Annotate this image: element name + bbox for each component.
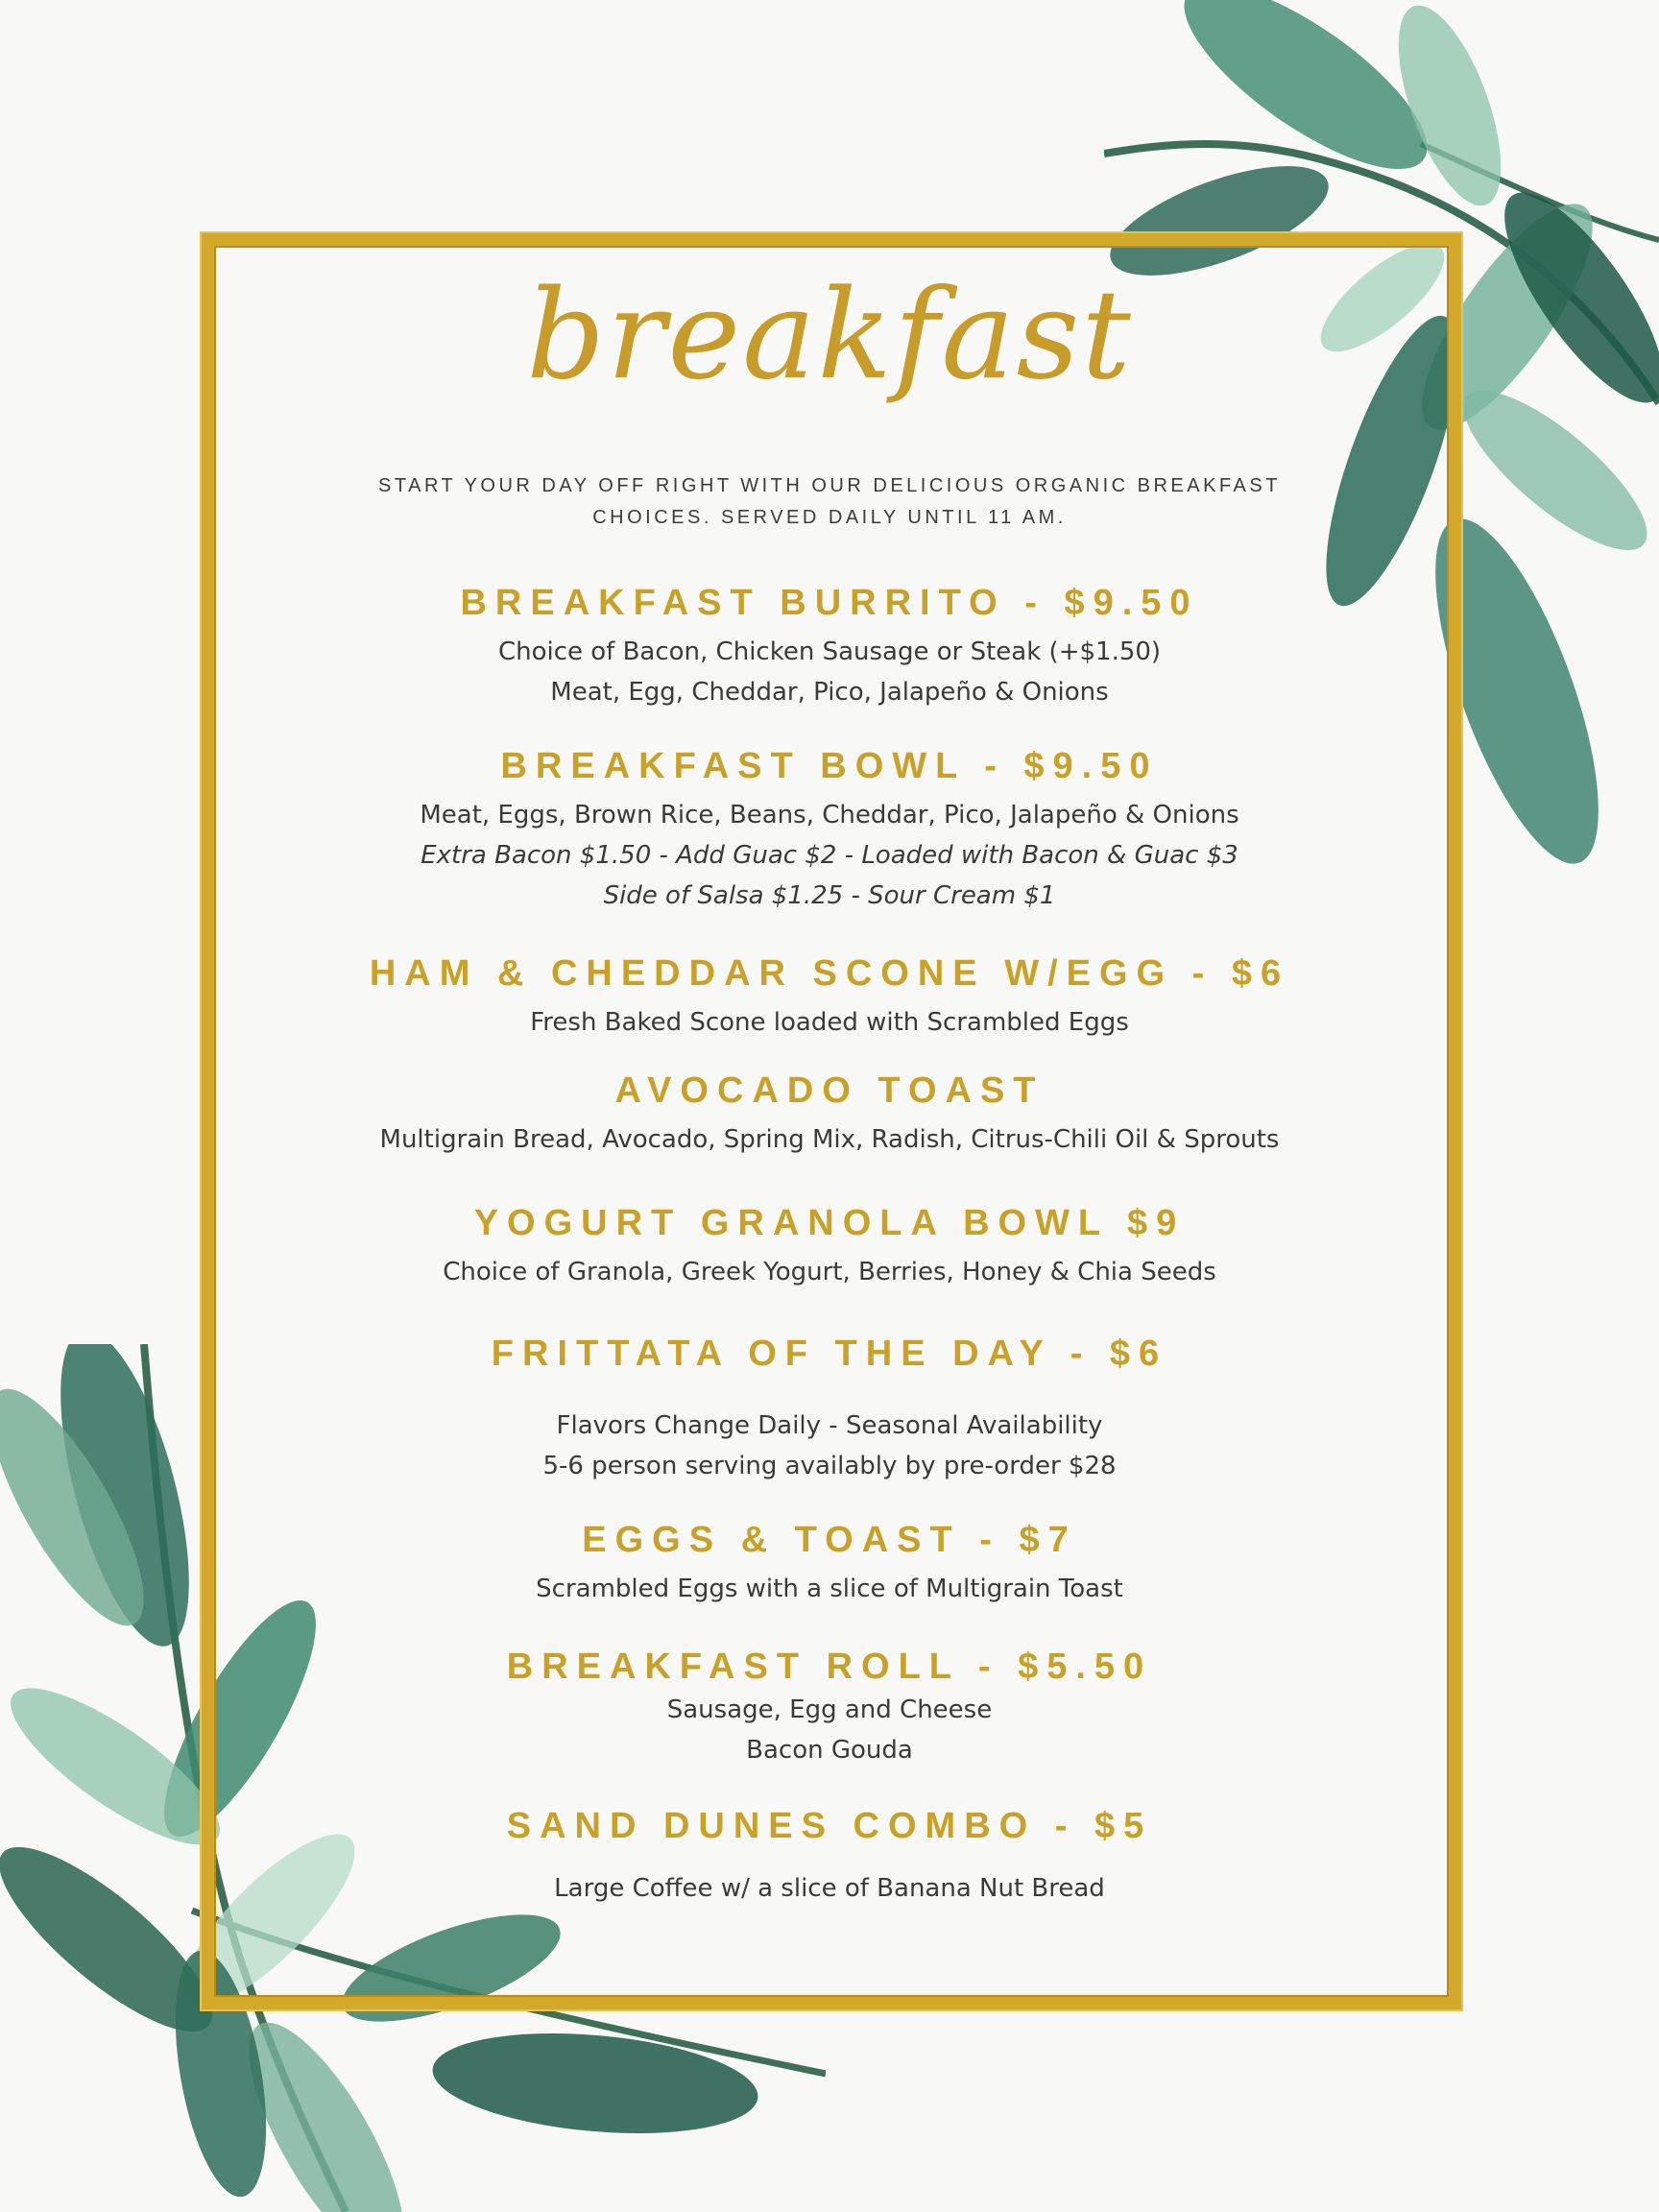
menu-item-breakfast-roll bbox=[0, 1644, 1659, 1770]
menu-title: breakfast bbox=[526, 264, 1133, 407]
item-title: YOGURT GRANOLA BOWL $9 bbox=[473, 1203, 1186, 1243]
menu-item-avocado-toast bbox=[0, 1068, 1659, 1160]
intro-line-1: START YOUR DAY OFF RIGHT WITH OUR DELICIOUS ORGANIC BREAKFAST bbox=[378, 475, 1281, 496]
menu-item-breakfast-burrito bbox=[0, 580, 1659, 712]
menu-item-yogurt-granola-bowl bbox=[0, 1200, 1659, 1292]
item-addons: Extra Bacon $1.50 - Add Guac $2 - Loaded with Bacon & Guac $3 bbox=[421, 841, 1238, 870]
menu-intro bbox=[346, 470, 1313, 534]
item-title: BREAKFAST BURRITO - $9.50 bbox=[460, 583, 1199, 623]
item-title: AVOCADO TOAST bbox=[614, 1070, 1045, 1111]
item-title: BREAKFAST BOWL - $9.50 bbox=[500, 746, 1159, 786]
item-description: Flavors Change Daily - Seasonal Availability bbox=[556, 1411, 1103, 1440]
item-description: Fresh Baked Scone loaded with Scrambled Eggs bbox=[530, 1008, 1129, 1037]
item-description: Large Coffee w/ a slice of Banana Nut Bread bbox=[554, 1874, 1105, 1903]
item-addons: Side of Salsa $1.25 - Sour Cream $1 bbox=[603, 881, 1056, 910]
item-description: 5-6 person serving availably by pre-order $28 bbox=[542, 1452, 1117, 1480]
item-title: HAM & CHEDDAR SCONE W/EGG - $6 bbox=[369, 953, 1290, 994]
menu-item-frittata bbox=[0, 1331, 1659, 1486]
item-title: FRITTATA OF THE DAY - $6 bbox=[491, 1334, 1168, 1374]
item-description: Sausage, Egg and Cheese bbox=[666, 1695, 993, 1724]
item-description: Choice of Bacon, Chicken Sausage or Steak (+$1.50) bbox=[497, 637, 1162, 666]
item-description: Multigrain Bread, Avocado, Spring Mix, Radish, Citrus-Chili Oil & Sprouts bbox=[379, 1125, 1280, 1154]
menu-item-eggs-toast bbox=[0, 1517, 1659, 1609]
item-title: BREAKFAST ROLL - $5.50 bbox=[506, 1647, 1153, 1687]
item-description: Meat, Egg, Cheddar, Pico, Jalapeño & Onions bbox=[550, 678, 1109, 707]
menu-item-breakfast-bowl bbox=[0, 743, 1659, 916]
item-title: EGGS & TOAST - $7 bbox=[582, 1520, 1077, 1560]
intro-line-2: CHOICES. SERVED DAILY UNTIL 11 AM. bbox=[592, 507, 1067, 528]
item-description: Scrambled Eggs with a slice of Multigrain Toast bbox=[536, 1575, 1123, 1603]
item-description: Bacon Gouda bbox=[746, 1736, 913, 1765]
menu-item-ham-cheddar-scone bbox=[0, 950, 1659, 1043]
menu-item-sand-dunes-combo bbox=[0, 1803, 1659, 1909]
item-description: Choice of Granola, Greek Yogurt, Berries, Honey & Chia Seeds bbox=[443, 1258, 1216, 1286]
item-description: Meat, Eggs, Brown Rice, Beans, Cheddar, Pico, Jalapeño & Onions bbox=[420, 801, 1239, 830]
item-title: SAND DUNES COMBO - $5 bbox=[506, 1806, 1153, 1846]
